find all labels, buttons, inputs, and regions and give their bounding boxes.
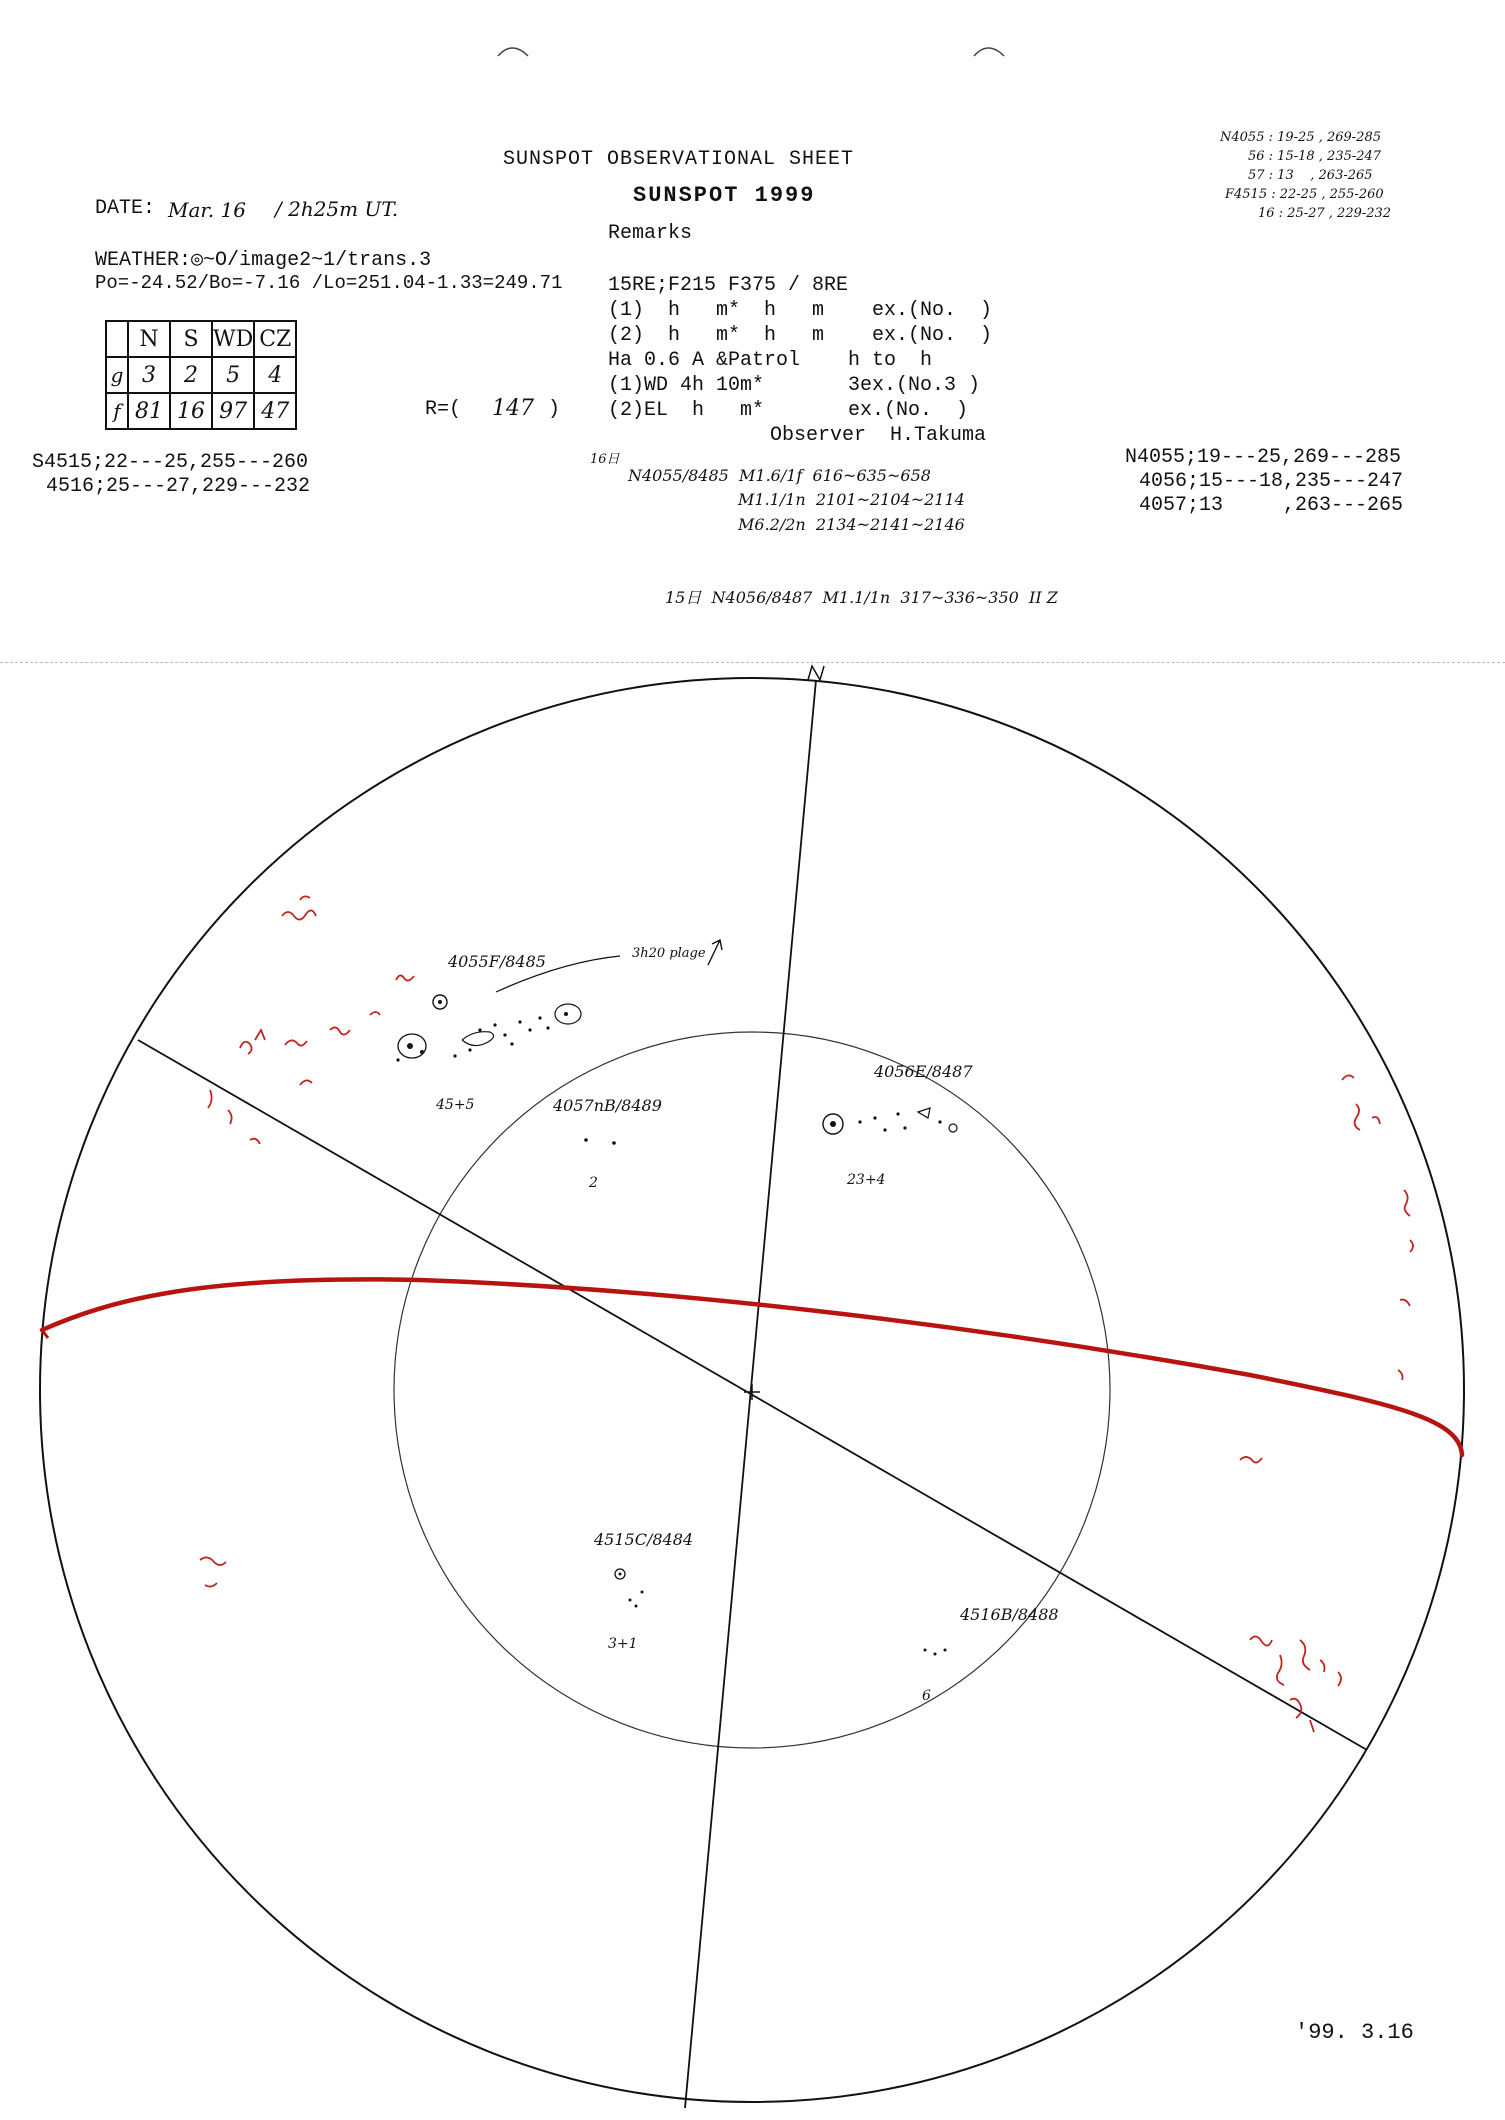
remarks-line: (2)EL h m* ex.(No. ) xyxy=(608,399,969,422)
table-cell: 47 xyxy=(254,393,296,429)
column-header: N xyxy=(128,321,170,357)
observer-line: Observer H.Takuma xyxy=(770,424,987,447)
table-cell: 81 xyxy=(128,393,170,429)
table-cell: 97 xyxy=(212,393,254,429)
sunspot-group xyxy=(396,956,620,1062)
sunspot-group xyxy=(823,1108,957,1134)
flare-note-line: M1.1/1n 2101~2104~2114 xyxy=(738,490,965,509)
group-label: 4055F/8485 xyxy=(448,952,546,971)
remarks-line: (2) h m* h m ex.(No. ) xyxy=(608,324,993,347)
table-cell: 5 xyxy=(212,357,254,393)
group-count: 23+4 xyxy=(847,1172,886,1188)
date-label: DATE: xyxy=(95,197,156,220)
group-count: 2 xyxy=(589,1175,598,1191)
date-stamp: '99. 3.16 xyxy=(1295,2020,1414,2045)
remarks-line: Ha 0.6 A &Patrol h to h xyxy=(608,349,933,372)
weather-line: WEATHER:◎~O/image2~1/trans.3 xyxy=(95,249,432,272)
r-label: R=( xyxy=(425,398,462,421)
plage-markings xyxy=(200,896,414,1586)
arrow-icon xyxy=(708,940,722,965)
south-ref-line: S4515;22---25,255---260 xyxy=(32,451,309,474)
south-ref-line: 4516;25---27,229---232 xyxy=(46,475,311,498)
remarks-line: 15RE;F215 F375 / 8RE xyxy=(608,274,849,297)
flare-note-line: M6.2/2n 2134~2141~2146 xyxy=(738,515,965,534)
remarks-label: Remarks xyxy=(608,222,693,245)
row-label: f xyxy=(106,393,128,429)
corner-note: 16 : 25-27 , 229-232 xyxy=(1258,206,1392,221)
ephemeris-line: Po=-24.52/Bo=-7.16 /Lo=251.04-1.33=249.71 xyxy=(95,272,563,294)
plage-note: 3h20 plage xyxy=(632,946,706,961)
binder-mark xyxy=(974,48,1004,56)
flare-note-line: 15日 N4056/8487 M1.1/1n 317~336~350 II Z xyxy=(665,588,1058,607)
table-cell: 3 xyxy=(128,357,170,393)
group-count: 6 xyxy=(922,1688,931,1704)
flare-note-line: N4055/8485 M1.6/1f 616~635~658 xyxy=(628,466,931,485)
r-close: ) xyxy=(548,398,561,421)
sunspot-group xyxy=(924,1649,947,1656)
r-value: 147 xyxy=(492,396,534,421)
north-ref-line: N4055;19---25,269---285 xyxy=(1125,446,1402,469)
sunspot-group xyxy=(584,1138,616,1145)
north-ref-line: 4056;15---18,235---247 xyxy=(1139,470,1404,493)
corner-note: F4515 : 22-25 , 255-260 xyxy=(1225,187,1384,202)
corner-note: 56 : 15-18 , 235-247 xyxy=(1248,149,1382,164)
corner-note: N4055 : 19-25 , 269-285 xyxy=(1220,130,1381,145)
sunspot-group xyxy=(615,1569,644,1608)
remarks-line: (1)WD 4h 10m* 3ex.(No.3 ) xyxy=(608,374,981,397)
column-header: CZ xyxy=(254,321,296,357)
time-value: / 2h25m UT. xyxy=(275,197,399,221)
group-label: 4516B/8488 xyxy=(960,1605,1059,1624)
column-header: WD xyxy=(212,321,254,357)
corner-note: 57 : 13 , 263-265 xyxy=(1248,168,1373,183)
table-cell: 4 xyxy=(254,357,296,393)
binder-mark xyxy=(498,48,528,56)
date-value: Mar. 16 xyxy=(168,198,246,222)
north-ref-line: 4057;13 ,263---265 xyxy=(1139,494,1404,517)
group-label: 4515C/8484 xyxy=(594,1530,694,1549)
sunspot-title: SUNSPOT 1999 xyxy=(633,183,816,208)
flare-day-label: 16日 xyxy=(590,452,620,467)
row-label: g xyxy=(106,357,128,393)
north-marker-icon xyxy=(808,666,824,680)
group-label: 4056E/8487 xyxy=(874,1062,973,1081)
table-cell: 2 xyxy=(170,357,212,393)
sheet-title: SUNSPOT OBSERVATIONAL SHEET xyxy=(503,148,855,171)
group-count: 3+1 xyxy=(608,1636,638,1652)
column-header: S xyxy=(170,321,212,357)
group-count: 45+5 xyxy=(436,1097,475,1113)
equator-line xyxy=(42,1279,1462,1455)
remarks-line: (1) h m* h m ex.(No. ) xyxy=(608,299,993,322)
table-cell: 16 xyxy=(170,393,212,429)
group-label: 4057nB/8489 xyxy=(553,1096,662,1115)
